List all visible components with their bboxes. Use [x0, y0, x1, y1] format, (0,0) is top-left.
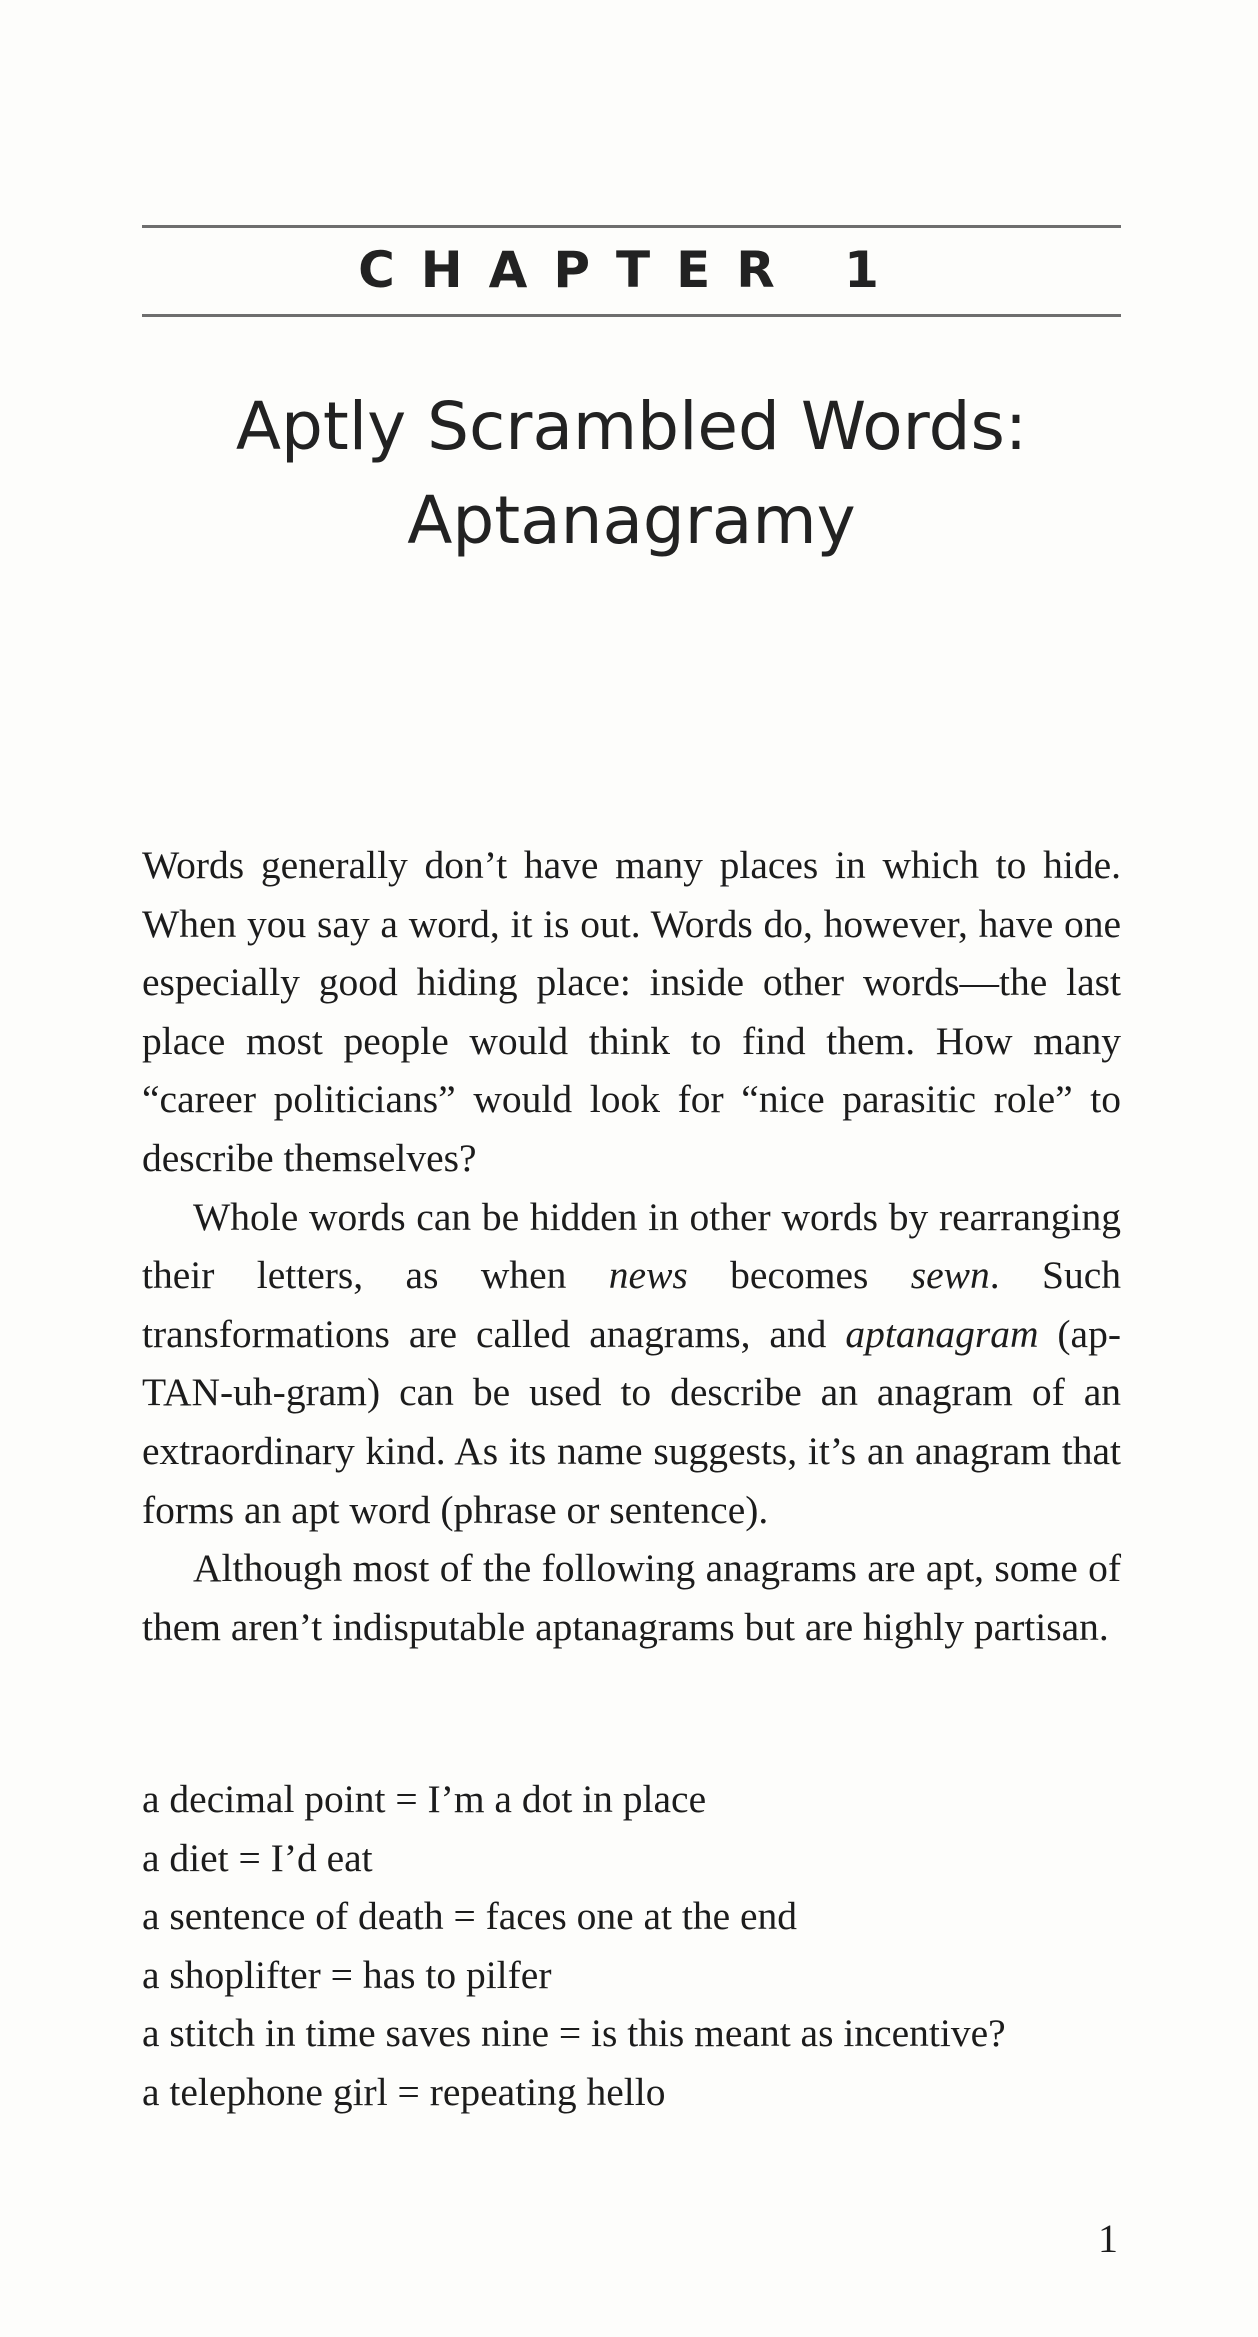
chapter-label: CHAPTER 1 [358, 241, 905, 299]
chapter-title [142, 380, 1121, 568]
anagram-item: a shoplifter = has to pilfer [142, 1952, 552, 1997]
chapter-rule-top [142, 225, 1121, 228]
paragraph-2 [142, 1188, 1121, 1540]
paragraph-1: Words generally don’t have many places in which to hide. When you say a word, it is out. Words do, however, have one especially good hiding place: inside other words—the last place most people would think to find them. How many “career politicians” would look for “nice parasitic role” to describe themselves? [142, 843, 1121, 1180]
chapter-title-line-1: Aptly Scrambled Words: [235, 388, 1028, 465]
chapter-title-line-2: Aptanagramy [407, 482, 856, 559]
anagram-item: a decimal point = I’m a dot in place [142, 1777, 707, 1821]
italic-word-sewn: sewn [910, 1253, 990, 1298]
anagram-item: a sentence of death = faces one at the end [142, 1894, 798, 1939]
paragraph-3: Although most of the following anagrams are apt, some of them aren’t indisputable aptanagrams but are highly partisan. [142, 1546, 1121, 1649]
anagram-item: a stitch in time saves nine = is this meant as incentive? [142, 2011, 1006, 2056]
italic-word-aptanagram: aptanagram [845, 1311, 1039, 1356]
anagram-list [142, 1770, 1121, 2122]
anagram-item: a diet = I’d eat [142, 1835, 373, 1880]
body-text [142, 836, 1121, 1656]
paragraph-2-text-a: Whole words can be hidden in other words by rearranging their letters, as when [142, 1194, 1121, 1298]
italic-word-news: news [608, 1253, 688, 1298]
page-number: 1 [1098, 2216, 1118, 2261]
paragraph-2-text-b: becomes [687, 1253, 911, 1298]
paragraph-2-text-c: . Such transformations are called anagrams, and [142, 1253, 1122, 1356]
chapter-rule-bottom [142, 314, 1121, 317]
paragraph-2-text-d: (ap-TAN-uh-gram) can be used to describe an anagram of an extraordinary kind. As its name suggests, it’s an anagram that forms an apt word (phrase or sentence). [142, 1311, 1121, 1532]
anagram-item: a telephone girl = repeating hello [142, 2069, 666, 2114]
